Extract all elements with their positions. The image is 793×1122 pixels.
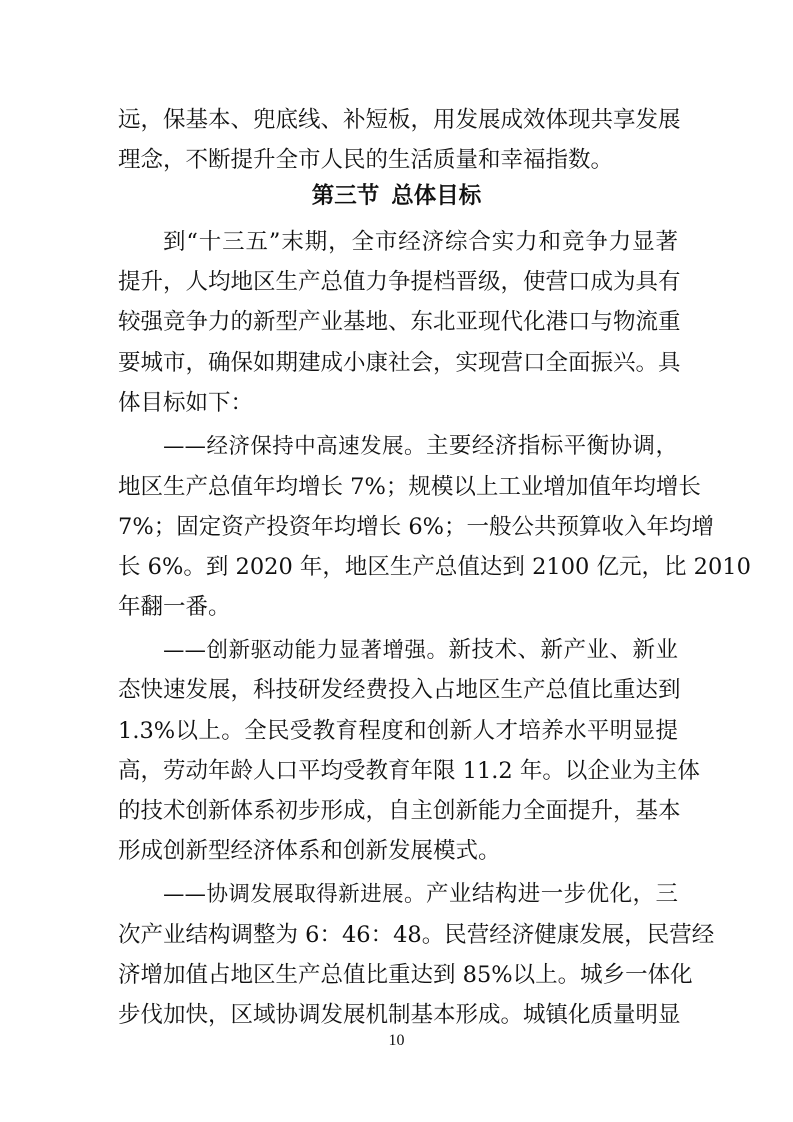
intro-line-2: 理念，不断提升全市人民的生活质量和幸福指数。	[118, 147, 614, 173]
page-number: 10	[388, 1032, 405, 1049]
section-heading	[0, 176, 793, 216]
goal-economy-line-2: 地区生产总值年均增长 7%；规模以上工业增加值年均增长	[118, 474, 701, 500]
goal-intro-line-1: 到“十三五”末期，全市经济综合实力和竞争力显著	[163, 229, 678, 255]
goal-coordination-line-1-rest: 产业结构进一步优化，三	[425, 881, 678, 907]
goal-innovation-line-2: 态快速发展，科技研发经费投入占地区生产总值比重达到	[118, 677, 681, 703]
goal-economy-lead: ——经济保持中高速发展。	[163, 434, 426, 459]
goal-economy-line-1	[163, 426, 678, 467]
goal-innovation-line-4: 高，劳动年龄人口平均受教育年限 11.2 年。以企业为主体	[118, 758, 700, 784]
goal-coordination-line-1	[163, 874, 678, 915]
goal-intro-line-3: 较强竞争力的新型产业基地、东北亚现代化港口与物流重	[118, 309, 681, 335]
goal-coordination-lead: ——协调发展取得新进展。	[163, 882, 426, 907]
goal-innovation-line-3: 1.3%以上。全民受教育程度和创新人才培养水平明显提	[118, 718, 678, 744]
goal-economy-line-5: 年翻一番。	[118, 594, 231, 620]
section-number: 第三节	[311, 183, 380, 209]
goal-innovation-lead: ——创新驱动能力显著增强。	[163, 638, 449, 663]
goal-innovation-line-5: 的技术创新体系初步形成，自主创新能力全面提升，基本	[118, 798, 681, 824]
goal-coordination-line-2: 次产业结构调整为 6：46：48。民营经济健康发展，民营经	[118, 922, 715, 948]
goal-intro-line-4: 要城市，确保如期建成小康社会，实现营口全面振兴。具	[118, 350, 681, 376]
goal-economy-line-1-rest: 主要经济指标平衡协调，	[425, 433, 678, 459]
goal-economy-line-3: 7%；固定资产投资年均增长 6%；一般公共预算收入年均增	[118, 514, 715, 540]
goal-innovation-line-6: 形成创新型经济体系和创新发展模式。	[118, 838, 501, 864]
goal-coordination-line-3: 济增加值占地区生产总值比重达到 85%以上。城乡一体化	[118, 962, 693, 988]
section-title: 总体目标	[391, 183, 482, 209]
goal-innovation-line-1-rest: 新技术、新产业、新业	[448, 637, 678, 663]
intro-line-1: 远，保基本、兜底线、补短板，用发展成效体现共享发展	[118, 107, 681, 133]
goal-innovation-line-1	[163, 630, 678, 671]
goal-intro-line-2: 提升，人均地区生产总值力争提档晋级，使营口成为具有	[118, 269, 681, 295]
goal-coordination-line-4: 步伐加快，区域协调发展机制基本形成。城镇化质量明显	[118, 1002, 681, 1028]
goal-intro-line-5: 体目标如下：	[118, 390, 254, 416]
goal-economy-line-4: 长 6%。到 2020 年，地区生产总值达到 2100 亿元，比 2010	[118, 554, 751, 580]
